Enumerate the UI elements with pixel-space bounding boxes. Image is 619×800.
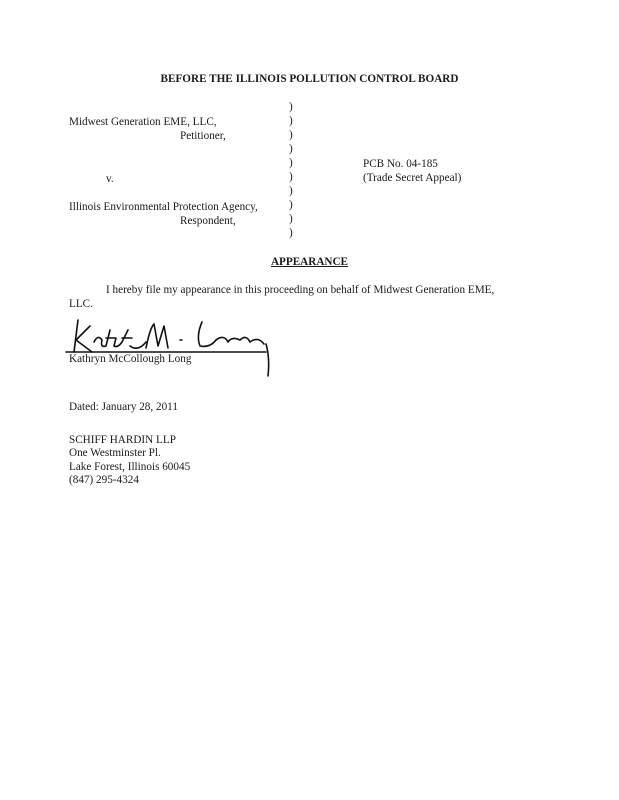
case-type: (Trade Secret Appeal): [363, 172, 462, 184]
firm-name: SCHIFF HARDIN LLP: [69, 434, 176, 446]
bracket-mark: ): [289, 171, 293, 183]
appearance-text-line-2: LLC.: [69, 298, 93, 310]
appearance-heading: APPEARANCE: [270, 256, 349, 268]
bracket-mark: ): [289, 199, 293, 211]
bracket-mark: ): [289, 115, 293, 127]
appearance-text-line-1: I hereby file my appearance in this proceeding on behalf of Midwest Generation EME,: [106, 284, 495, 296]
respondent-name: Illinois Environmental Protection Agency,: [69, 201, 258, 213]
firm-phone: (847) 295-4324: [69, 474, 139, 487]
document-title: BEFORE THE ILLINOIS POLLUTION CONTROL BOARD: [160, 73, 459, 85]
bracket-mark: ): [289, 157, 293, 169]
bracket-mark: ): [289, 101, 293, 113]
handwritten-signature: [64, 312, 284, 382]
versus-label: v.: [106, 173, 114, 185]
firm-address-block: [69, 434, 190, 488]
respondent-role: Respondent,: [180, 215, 236, 227]
petitioner-role: Petitioner,: [180, 130, 226, 142]
bracket-mark: ): [289, 213, 293, 225]
bracket-mark: ): [289, 143, 293, 155]
signer-name: Kathryn McCollough Long: [69, 353, 192, 365]
date-line: Dated: January 28, 2011: [69, 401, 178, 413]
bracket-mark: ): [289, 129, 293, 141]
firm-city: Lake Forest, Illinois 60045: [69, 460, 191, 473]
bracket-mark: ): [289, 227, 293, 239]
case-number: PCB No. 04-185: [363, 158, 438, 170]
petitioner-name: Midwest Generation EME, LLC,: [69, 116, 217, 128]
bracket-mark: ): [289, 185, 293, 197]
firm-street: One Westminster Pl.: [69, 447, 161, 460]
